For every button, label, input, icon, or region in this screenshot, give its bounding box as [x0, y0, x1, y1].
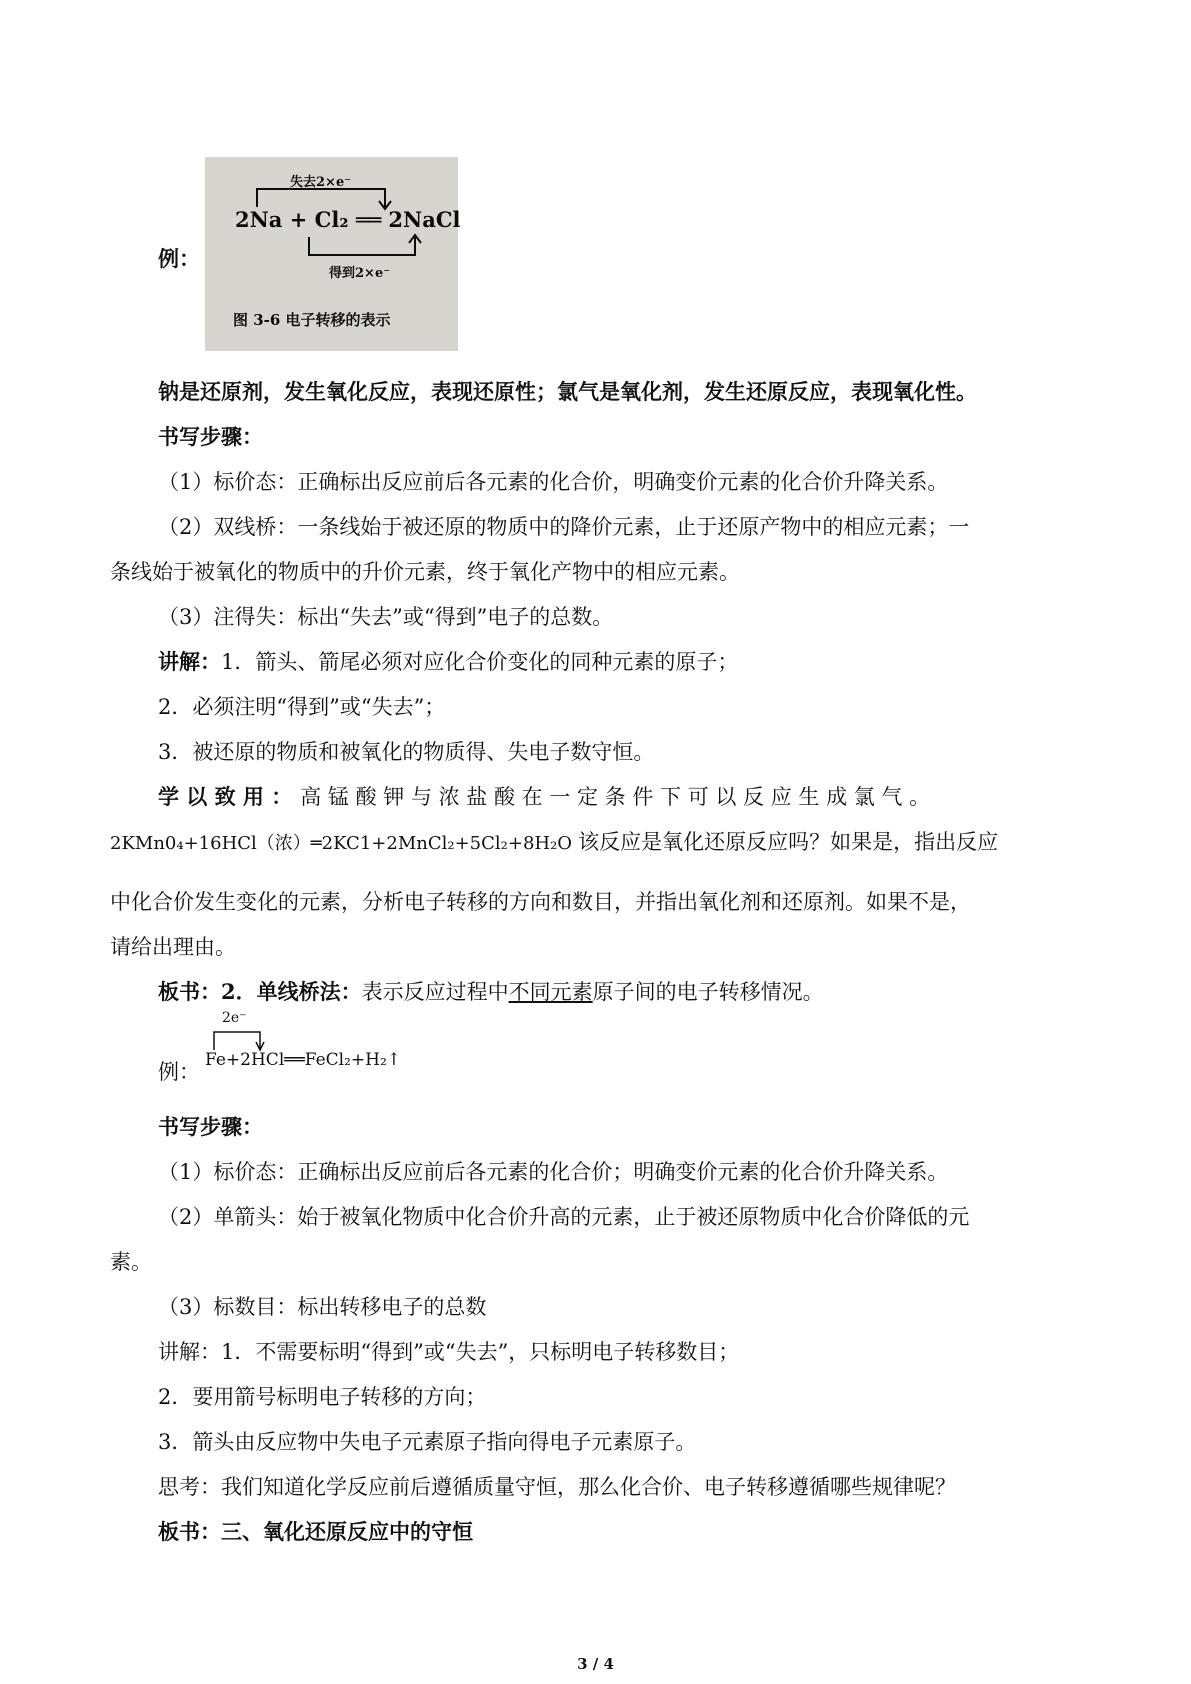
permanganate-equation: 2KMn0₄+16HCl（浓）═2KC1+2MnCl₂+5Cl₂+8H₂O — [110, 833, 573, 854]
step-1-2b: 条线始于被氧化的物质中的升价元素，终于氧化产物中的相应元素。 — [110, 560, 740, 584]
figure-caption: 图 3-6 电子转移的表示 — [233, 311, 391, 329]
apply-text-2: 该反应是氧化还原反应吗？如果是，指出反应 — [578, 830, 999, 854]
lose-electrons-label: 失去2×e⁻ — [290, 175, 352, 190]
steps-heading-1: 书写步骤： — [158, 424, 263, 449]
explain-2-point-2: 2．要用箭号标明电子转移的方向； — [158, 1385, 487, 1409]
page-number: 3 / 4 — [577, 1655, 614, 1673]
explain-1-line-1 — [158, 647, 738, 677]
iron-hcl-equation: Fe+2HCl══FeCl₂+H₂↑ — [205, 1050, 402, 1070]
explain-2-point-1: 讲解：1．不需要标明“得到”或“失去”，只标明电子转移数目； — [158, 1340, 740, 1364]
explain-2-point-3: 3．箭头由反应物中失电子元素原子指向得电子元素原子。 — [158, 1430, 697, 1454]
apply-text-4: 请给出理由。 — [110, 935, 236, 959]
board-2-label: 板书：2．单线桥法： — [158, 979, 362, 1004]
figure-single-bridge — [200, 1000, 460, 1080]
apply-label: 学 以 致 用 ： — [158, 784, 293, 809]
electron-count-label: 2e⁻ — [222, 1010, 247, 1026]
explain-label: 讲解： — [158, 649, 221, 674]
figure-electron-transfer-photo — [205, 157, 461, 351]
apply-line-1 — [158, 782, 930, 812]
board-2-text-before: 表示反应过程中 — [361, 980, 509, 1004]
step-2-1: （1）标价态：正确标出反应前后各元素的化合价；明确变价元素的化合价升降关系。 — [158, 1160, 949, 1184]
board-2-text-after: 原子间的电子转移情况。 — [592, 980, 824, 1004]
step-2-2a: （2）单箭头：始于被氧化物质中化合价升高的元素，止于被还原物质中化合价降低的元 — [158, 1205, 970, 1229]
step-1-1: （1）标价态：正确标出反应前后各元素的化合价，明确变价元素的化合价升降关系。 — [158, 470, 949, 494]
gain-electrons-label: 得到2×e⁻ — [329, 266, 391, 281]
step-1-2a: （2）双线桥：一条线始于被还原的物质中的降价元素，止于还原产物中的相应元素；一 — [158, 515, 970, 539]
step-2-2b: 素。 — [110, 1250, 152, 1274]
board-3-heading: 板书：三、氧化还原反应中的守恒 — [158, 1519, 473, 1544]
board-2-underlined: 不同元素 — [508, 980, 593, 1004]
apply-text-1: 高 锰 酸 钾 与 浓 盐 酸 在 一 定 条 件 下 可 以 反 应 生 成 氯 气 。 — [300, 785, 931, 809]
step-2-3: （3）标数目：标出转移电子的总数 — [158, 1295, 487, 1319]
apply-text-3: 中化合价发生变化的元素，分析电子转移的方向和数目，并指出氧化剂和还原剂。如果不是， — [110, 890, 971, 914]
explain-1-point-3: 3．被还原的物质和被氧化的物质得、失电子数守恒。 — [158, 740, 655, 764]
explain-1-point-2: 2．必须注明“得到”或“失去”； — [158, 695, 446, 719]
example-label-1: 例： — [158, 246, 200, 271]
step-1-3: （3）注得失：标出“失去”或“得到”电子的总数。 — [158, 605, 614, 629]
apply-line-2 — [110, 827, 998, 859]
think-question: 思考：我们知道化学反应前后遵循质量守恒，那么化合价、电子转移遵循哪些规律呢？ — [158, 1475, 956, 1499]
explain-1-point-1: 1．箭头、箭尾必须对应化合价变化的同种元素的原子； — [221, 650, 739, 674]
steps-heading-2: 书写步骤： — [158, 1114, 263, 1139]
summary-text: 钠是还原剂，发生氧化反应，表现还原性；氯气是氧化剂，发生还原反应，表现氧化性。 — [158, 379, 977, 404]
example-label-2: 例： — [158, 1060, 200, 1084]
sodium-chlorine-equation: 2Na + Cl₂ ══ 2NaCl — [235, 207, 461, 232]
